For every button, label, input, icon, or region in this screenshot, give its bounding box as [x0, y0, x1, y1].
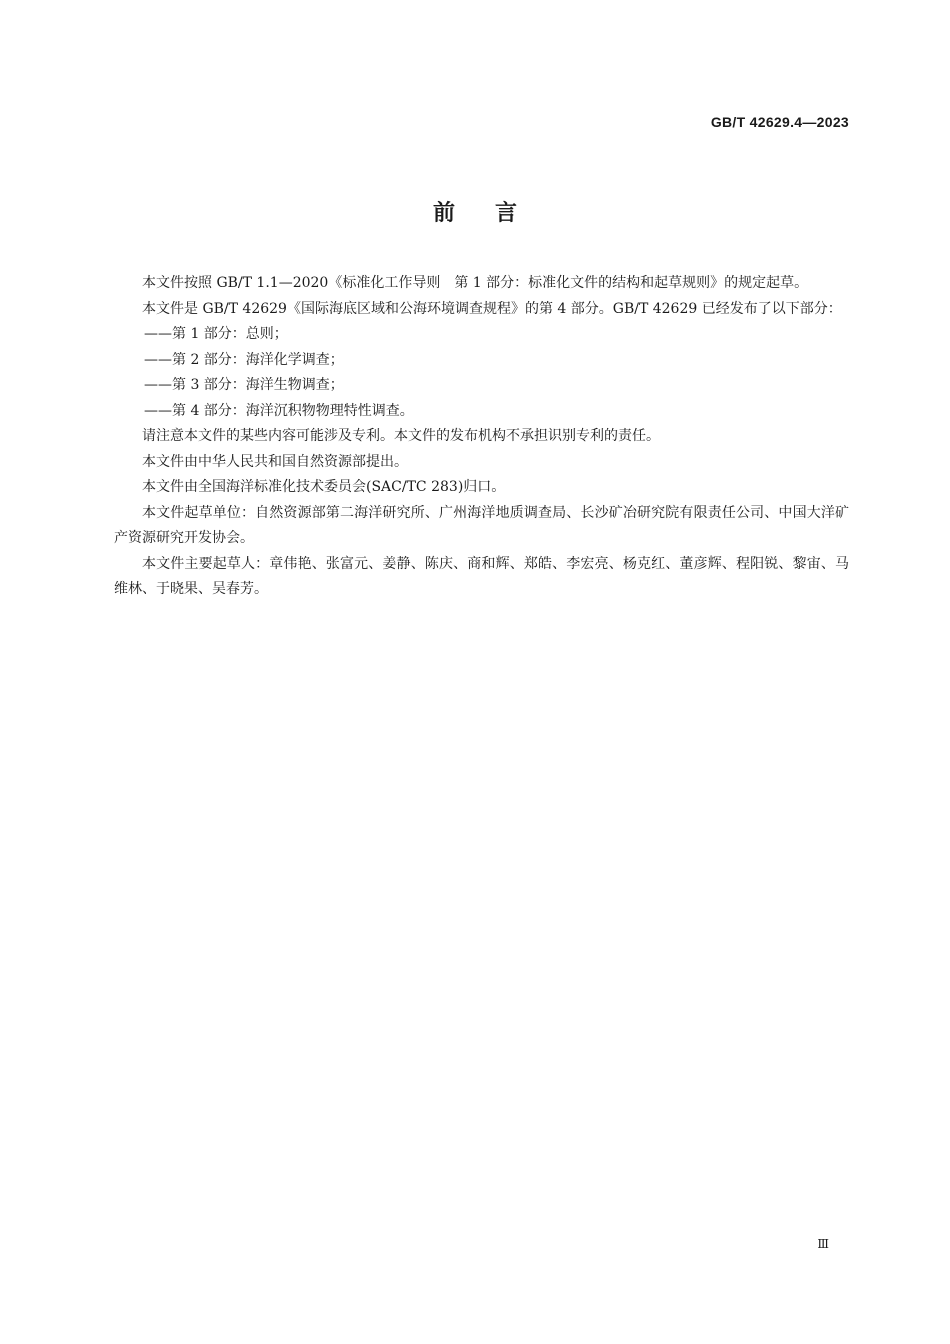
foreword-body: [114, 271, 849, 603]
paragraph-series-info: 本文件是 GB/T 42629《国际海底区域和公海环境调查规程》的第 4 部分。GB/T 42629 已经发布了以下部分：: [142, 300, 842, 317]
list-item-part-3: ——第 3 部分：海洋生物调查；: [144, 377, 344, 393]
list-item-part-2: ——第 2 部分：海洋化学调查；: [144, 351, 344, 368]
page-number: Ⅲ: [817, 1237, 829, 1251]
paragraph-drafting-rules: 本文件按照 GB/T 1.1—2020《标准化工作导则 第 1 部分：标准化文件的结构和起草规则》的规定起草。: [142, 275, 809, 291]
paragraph-under-jurisdiction: 本文件由全国海洋标准化技术委员会(SAC/TC 283)归口。: [142, 479, 506, 495]
paragraph-drafting-organizations: 本文件起草单位：自然资源部第二海洋研究所、广州海洋地质调查局、长沙矿冶研究院有限责任公司、中国大洋矿产资源研究开发协会。: [114, 504, 849, 546]
paragraph-patent-notice: 请注意本文件的某些内容可能涉及专利。本文件的发布机构不承担识别专利的责任。: [142, 428, 660, 444]
paragraph-main-drafters: 本文件主要起草人：章伟艳、张富元、姜静、陈庆、商和辉、郑皓、李宏亮、杨克红、董彦辉、程阳锐、黎宙、马维林、于晓果、吴春芳。: [114, 555, 849, 597]
list-item-part-4: ——第 4 部分：海洋沉积物物理特性调查。: [144, 402, 414, 419]
document-code: GB/T 42629.4—2023: [710, 114, 849, 130]
page-title: 前言: [432, 201, 557, 226]
list-item-part-1: ——第 1 部分：总则；: [144, 326, 288, 342]
paragraph-proposed-by: 本文件由中华人民共和国自然资源部提出。: [142, 453, 408, 470]
